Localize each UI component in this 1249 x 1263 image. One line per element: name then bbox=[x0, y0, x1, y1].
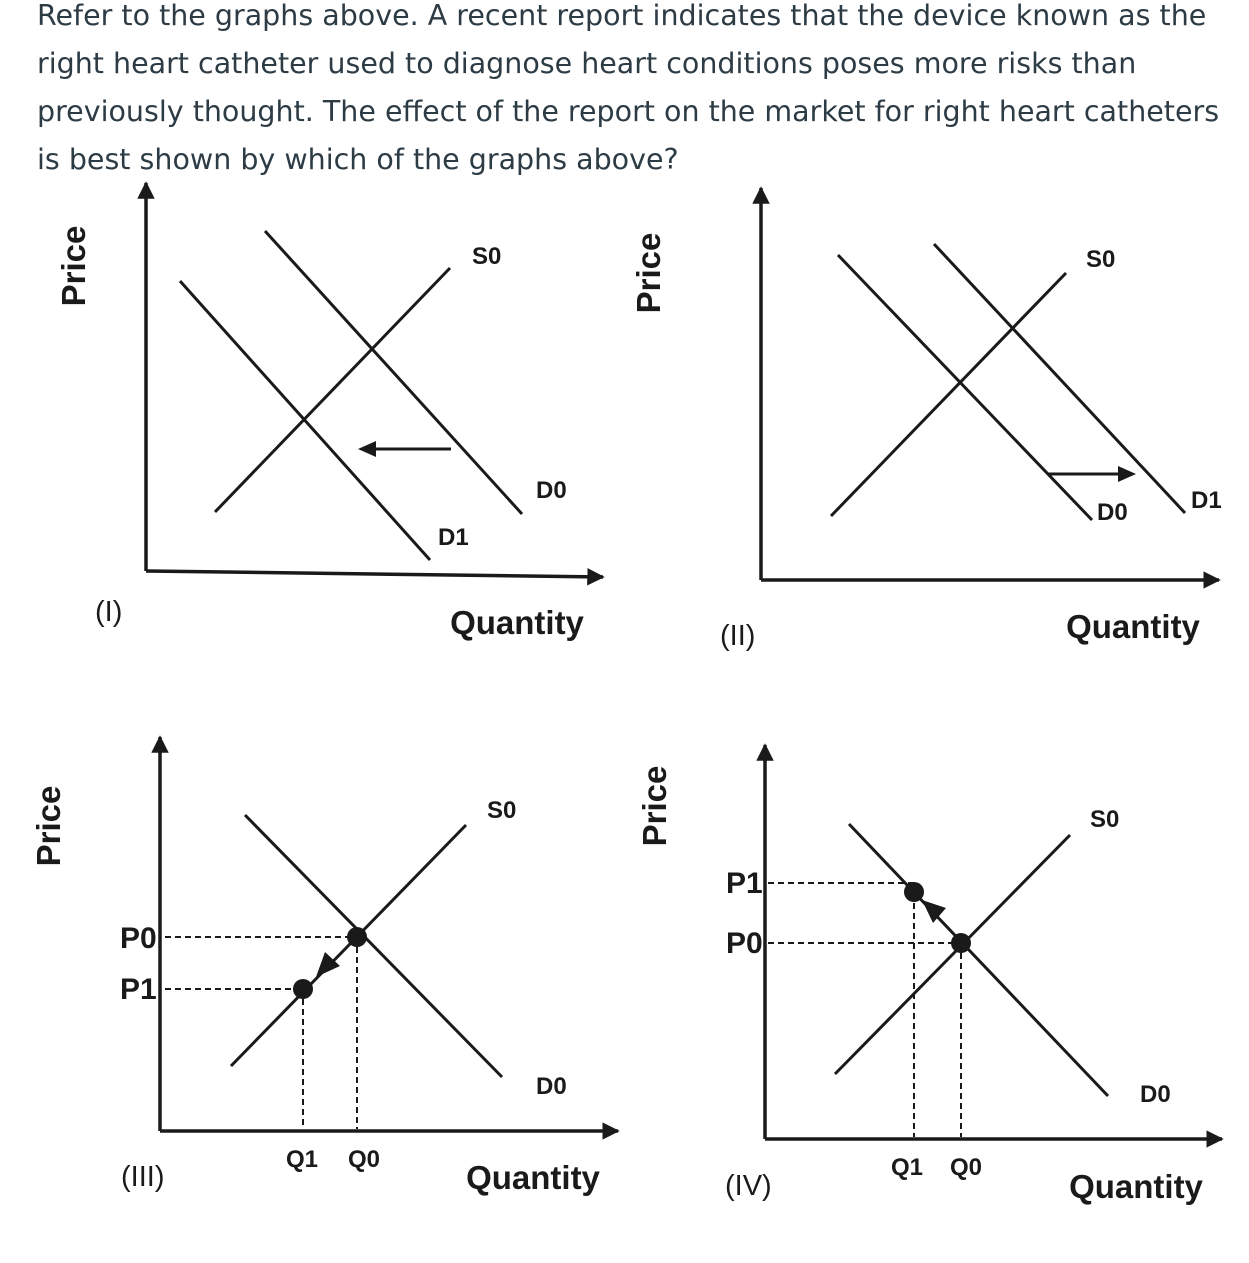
graph-1-d1-label: D1 bbox=[438, 524, 469, 551]
graph-3-x-axis-label: Quantity bbox=[466, 1159, 600, 1196]
graph-1-roman-label: (I) bbox=[95, 596, 123, 628]
graph-1-shift-arrowhead bbox=[358, 441, 376, 457]
graph-1-x-axis-label: Quantity bbox=[450, 604, 584, 641]
graph-2-d0-label: D0 bbox=[1097, 499, 1128, 526]
graph-4-y-axis-label: Price bbox=[636, 765, 673, 847]
question-text: Refer to the graphs above. A recent report indicates that the device known as the right heart catheter used to diagnose heart conditions poses more risks than previously thought. The effect of the report on the market for right heart catheters is best shown by which of the graphs above? bbox=[37, 0, 1220, 176]
graph-4-roman-label: (IV) bbox=[725, 1170, 772, 1202]
graph-4-equilibrium-point-0 bbox=[951, 933, 971, 953]
graph-1-x-axis bbox=[146, 571, 603, 577]
graph-3-p0-label: P0 bbox=[120, 922, 157, 955]
graph-1-d0-label: D0 bbox=[536, 477, 567, 504]
graph-4-q0-label: Q0 bbox=[950, 1154, 983, 1181]
graph-4-q1-label: Q1 bbox=[891, 1154, 924, 1181]
graph-4-p1-label: P1 bbox=[726, 867, 763, 900]
graph-2-d1-label: D1 bbox=[1191, 487, 1222, 514]
graph-1-demand-d1 bbox=[180, 281, 430, 560]
graph-1-demand-d0 bbox=[265, 231, 522, 514]
graph-3 bbox=[160, 737, 618, 1131]
graph-4-supply-s0 bbox=[835, 835, 1070, 1074]
graph-3-demand-d0 bbox=[245, 815, 502, 1077]
graph-3-movement-arrowhead bbox=[316, 952, 340, 977]
graph-2 bbox=[761, 188, 1219, 580]
graph-2-supply-s0 bbox=[831, 273, 1066, 516]
graph-3-y-axis-label: Price bbox=[30, 785, 67, 867]
graph-2-x-axis-label: Quantity bbox=[1066, 608, 1200, 645]
graph-2-y-axis-label: Price bbox=[630, 232, 667, 314]
graph-2-shift-arrowhead bbox=[1118, 466, 1136, 482]
graph-3-equilibrium-point-0 bbox=[347, 927, 367, 947]
graph-2-roman-label: (II) bbox=[720, 620, 756, 652]
graph-3-d0-label: D0 bbox=[536, 1073, 567, 1100]
graph-2-supply-label: S0 bbox=[1086, 246, 1116, 273]
graph-4-supply-label: S0 bbox=[1090, 806, 1120, 833]
graph-4-p0-label: P0 bbox=[726, 927, 763, 960]
graph-3-equilibrium-point-1 bbox=[293, 979, 313, 999]
graph-4-x-axis-label: Quantity bbox=[1069, 1168, 1203, 1205]
graph-3-roman-label: (III) bbox=[121, 1161, 165, 1193]
graph-4-equilibrium-point-1 bbox=[904, 882, 924, 902]
graph-1 bbox=[146, 183, 603, 577]
graph-4-demand-d0 bbox=[849, 824, 1108, 1096]
graph-3-q0-label: Q0 bbox=[348, 1146, 381, 1173]
graph-4 bbox=[765, 745, 1222, 1139]
graph-3-supply-s0 bbox=[231, 825, 466, 1066]
graph-1-y-axis-label: Price bbox=[55, 225, 92, 307]
graph-4-d0-label: D0 bbox=[1140, 1081, 1171, 1108]
graph-4-movement-arrowhead bbox=[922, 900, 946, 923]
graph-3-q1-label: Q1 bbox=[286, 1146, 319, 1173]
graph-3-p1-label: P1 bbox=[120, 973, 157, 1006]
graph-1-supply-label: S0 bbox=[472, 243, 502, 270]
graph-2-demand-d0 bbox=[838, 255, 1092, 520]
graph-3-supply-label: S0 bbox=[487, 797, 517, 824]
